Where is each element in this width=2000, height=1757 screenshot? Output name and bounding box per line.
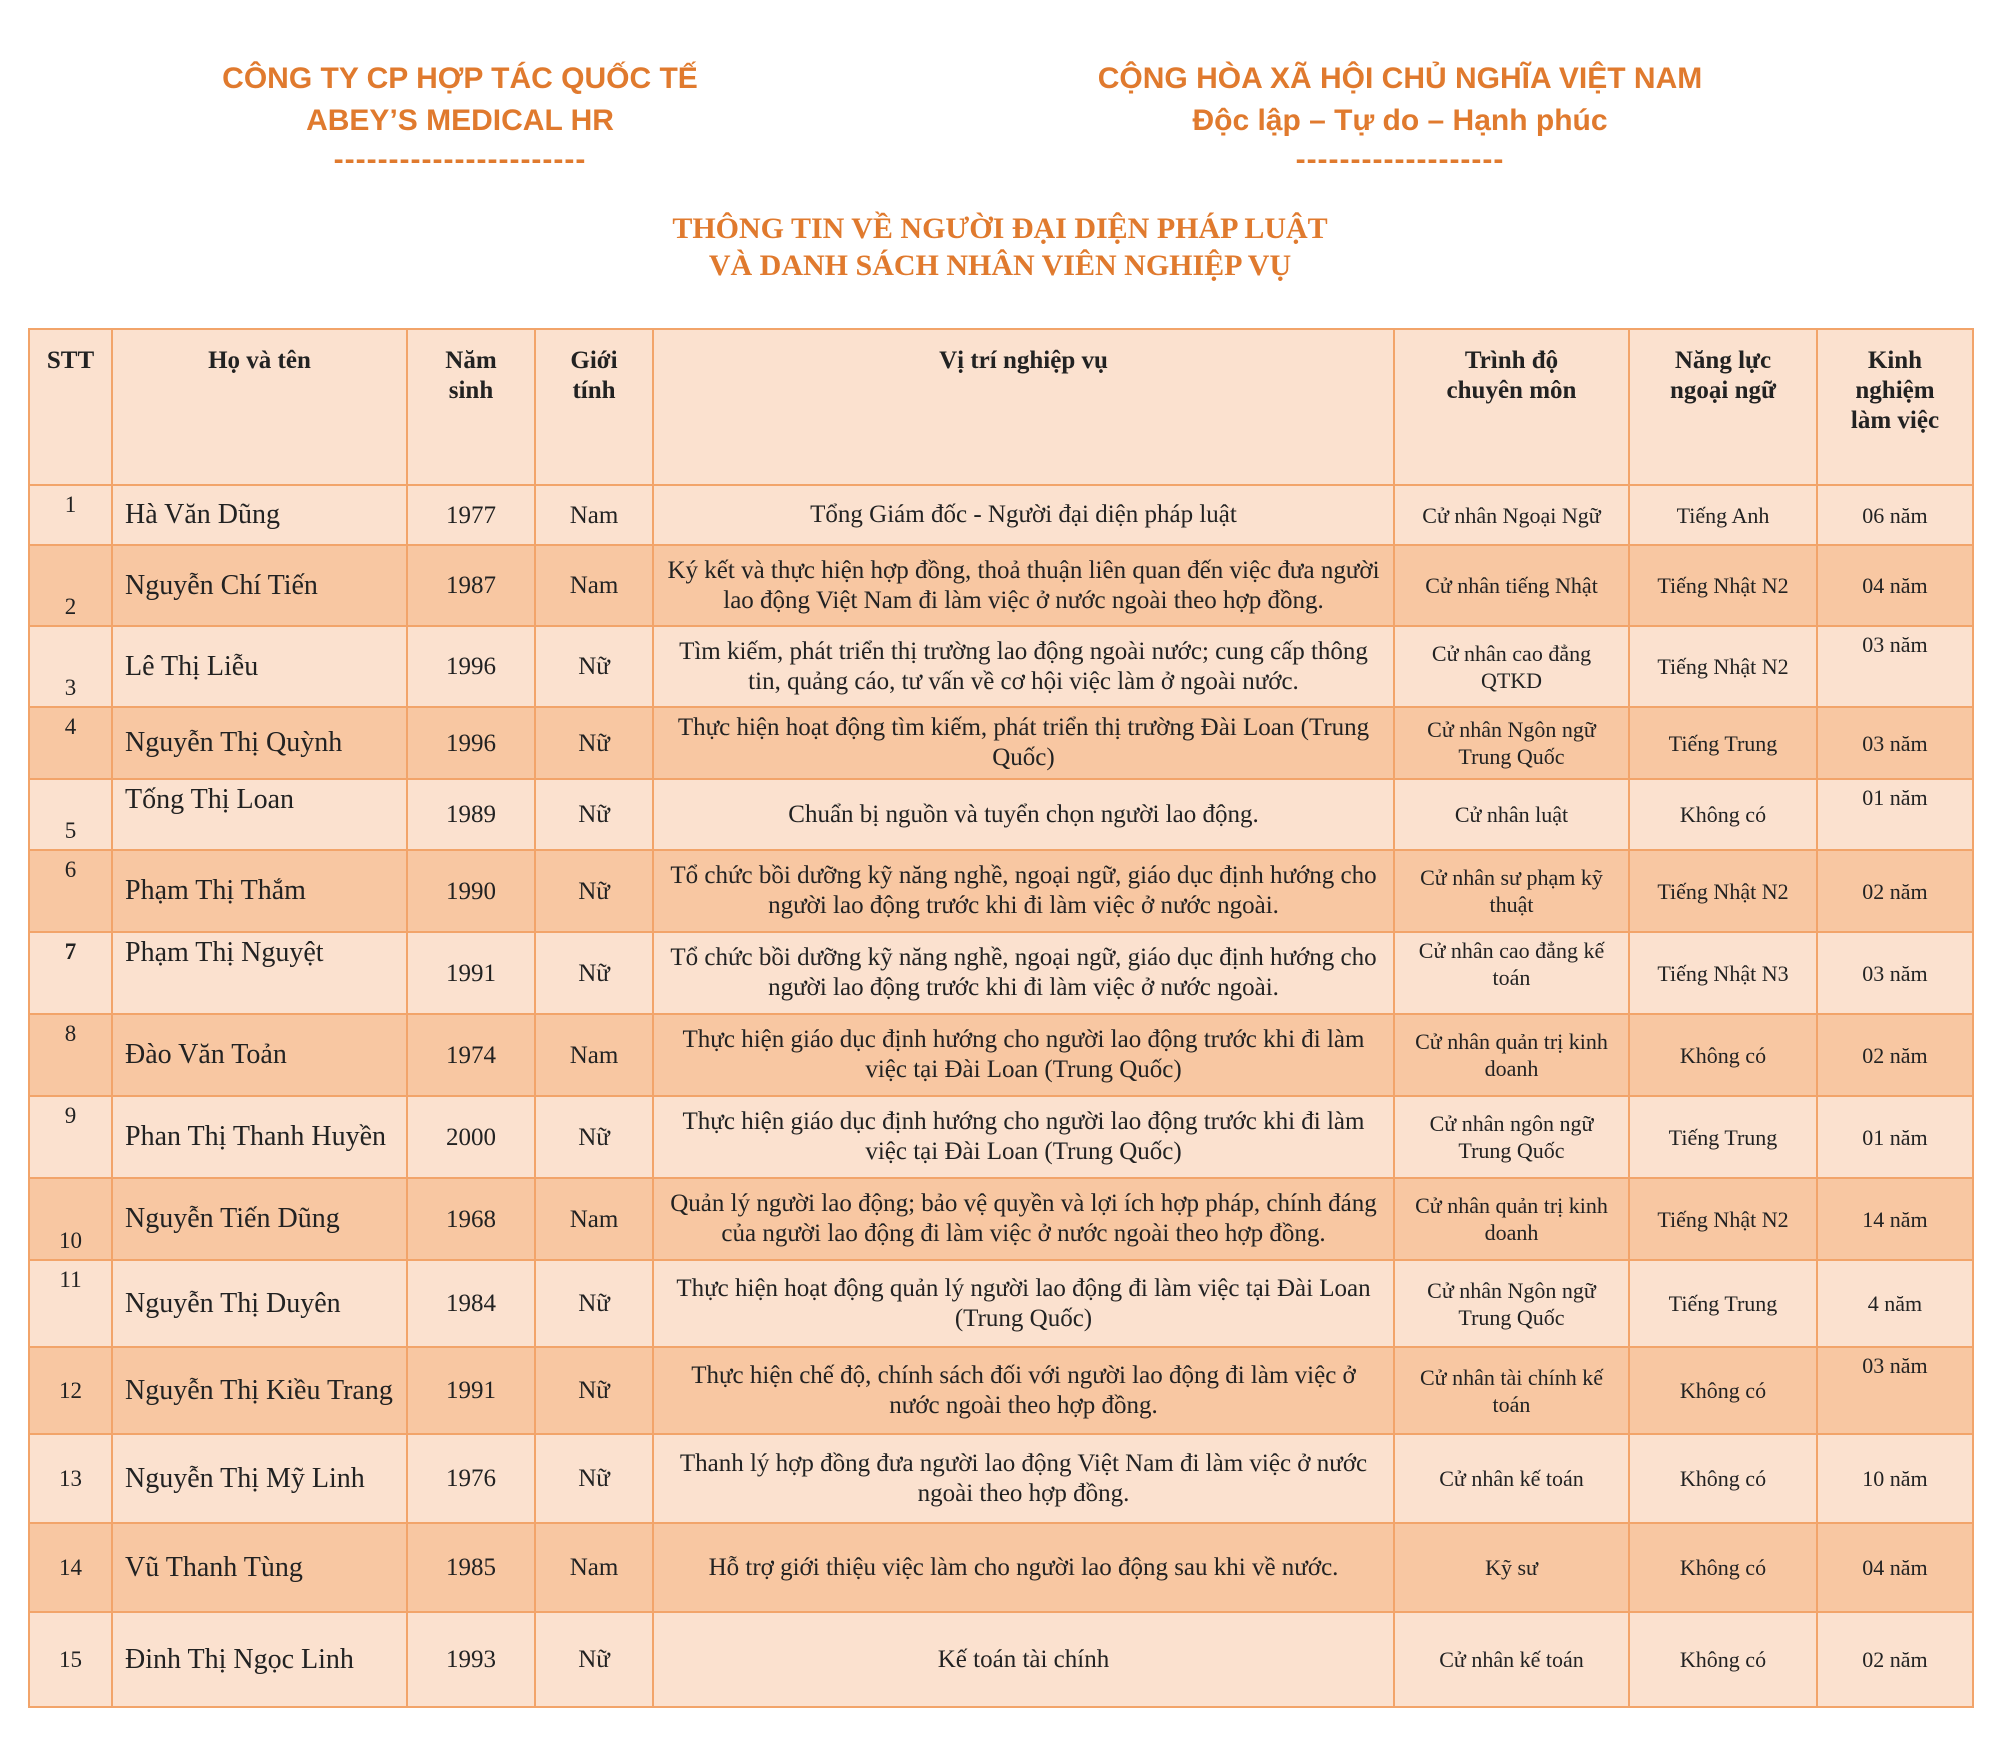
- cell-gender: Nữ: [535, 1096, 653, 1178]
- cell-name: Nguyễn Thị Kiều Trang: [112, 1347, 407, 1434]
- cell-qualification: Cử nhân kế toán: [1394, 1434, 1629, 1523]
- cell-gender: Nữ: [535, 932, 653, 1014]
- cell-name: Tống Thị Loan: [112, 779, 407, 850]
- cell-language: Tiếng Nhật N2: [1629, 850, 1817, 932]
- staff-table: [28, 328, 1974, 1708]
- cell-qualification: Cử nhân kế toán: [1394, 1612, 1629, 1707]
- cell-stt: 7: [29, 932, 112, 1014]
- cell-position: Thực hiện chế độ, chính sách đối với người lao động đi làm việc ở nước ngoài theo hợp đồng.: [653, 1347, 1394, 1434]
- cell-qualification: Cử nhân Ngoại Ngữ: [1394, 485, 1629, 545]
- cell-qualification: Cử nhân Ngôn ngữ Trung Quốc: [1394, 707, 1629, 779]
- nation-header: [1020, 58, 1780, 178]
- table-row: [29, 1434, 1973, 1523]
- cell-language: Không có: [1629, 779, 1817, 850]
- col-header-language: Năng lực ngoại ngữ: [1629, 329, 1817, 485]
- cell-language: Tiếng Trung: [1629, 707, 1817, 779]
- cell-gender: Nữ: [535, 1612, 653, 1707]
- cell-qualification: Cử nhân cao đẳng QTKD: [1394, 626, 1629, 707]
- cell-qualification: Cử nhân ngôn ngữ Trung Quốc: [1394, 1096, 1629, 1178]
- cell-position: Thanh lý hợp đồng đưa người lao động Việt Nam đi làm việc ở nước ngoài theo hợp đồng.: [653, 1434, 1394, 1523]
- cell-name: Nguyễn Thị Quỳnh: [112, 707, 407, 779]
- cell-year: 1974: [407, 1014, 535, 1096]
- cell-position: Tổ chức bồi dưỡng kỹ năng nghề, ngoại ngữ, giáo dục định hướng cho người lao động trước khi đi làm việc ở nước ngoài.: [653, 932, 1394, 1014]
- cell-name: Đào Văn Toản: [112, 1014, 407, 1096]
- cell-year: 1991: [407, 932, 535, 1014]
- cell-position: Tổng Giám đốc - Người đại diện pháp luật: [653, 485, 1394, 545]
- cell-language: Tiếng Nhật N3: [1629, 932, 1817, 1014]
- cell-language: Không có: [1629, 1612, 1817, 1707]
- table-row: [29, 850, 1973, 932]
- cell-stt: 5: [29, 779, 112, 850]
- cell-qualification: Cử nhân quản trị kinh doanh: [1394, 1014, 1629, 1096]
- table-row: [29, 1014, 1973, 1096]
- cell-position: Tìm kiếm, phát triển thị trường lao động ngoài nước; cung cấp thông tin, quảng cáo, tư vấn về cơ hội việc làm ở ngoài nước.: [653, 626, 1394, 707]
- cell-name: Phạm Thị Thắm: [112, 850, 407, 932]
- cell-experience: 03 năm: [1817, 932, 1973, 1014]
- company-name-line2: ABEY’S MEDICAL HR: [306, 104, 614, 137]
- cell-gender: Nam: [535, 1014, 653, 1096]
- cell-stt: 13: [29, 1434, 112, 1523]
- company-divider: -----------------------: [333, 143, 587, 176]
- cell-qualification: Kỹ sư: [1394, 1523, 1629, 1612]
- cell-name: Vũ Thanh Tùng: [112, 1523, 407, 1612]
- cell-gender: Nữ: [535, 850, 653, 932]
- cell-qualification: Cử nhân quản trị kinh doanh: [1394, 1178, 1629, 1260]
- col-header-stt: STT: [29, 329, 112, 485]
- cell-experience: 14 năm: [1817, 1178, 1973, 1260]
- cell-year: 1991: [407, 1347, 535, 1434]
- cell-experience: 02 năm: [1817, 1612, 1973, 1707]
- cell-position: Tổ chức bồi dưỡng kỹ năng nghề, ngoại ngữ, giáo dục định hướng cho người lao động trước khi đi làm việc ở nước ngoài.: [653, 850, 1394, 932]
- cell-position: Thực hiện hoạt động quản lý người lao động đi làm việc tại Đài Loan (Trung Quốc): [653, 1260, 1394, 1347]
- cell-name: Nguyễn Thị Mỹ Linh: [112, 1434, 407, 1523]
- cell-year: 1985: [407, 1523, 535, 1612]
- cell-experience: 03 năm: [1817, 1347, 1973, 1434]
- cell-qualification: Cử nhân cao đẳng kế toán: [1394, 932, 1629, 1014]
- cell-experience: 02 năm: [1817, 850, 1973, 932]
- cell-gender: Nữ: [535, 779, 653, 850]
- cell-gender: Nam: [535, 1178, 653, 1260]
- cell-position: Thực hiện hoạt động tìm kiếm, phát triển thị trường Đài Loan (Trung Quốc): [653, 707, 1394, 779]
- cell-experience: 10 năm: [1817, 1434, 1973, 1523]
- company-header: [110, 58, 810, 178]
- cell-language: Tiếng Nhật N2: [1629, 626, 1817, 707]
- document-title-line1: THÔNG TIN VỀ NGƯỜI ĐẠI DIỆN PHÁP LUẬT: [672, 212, 1328, 245]
- cell-experience: 02 năm: [1817, 1014, 1973, 1096]
- table-row: [29, 1260, 1973, 1347]
- table-row: [29, 545, 1973, 626]
- table-row: [29, 1612, 1973, 1707]
- cell-experience: 01 năm: [1817, 779, 1973, 850]
- cell-position: Hỗ trợ giới thiệu việc làm cho người lao động sau khi về nước.: [653, 1523, 1394, 1612]
- cell-experience: 03 năm: [1817, 707, 1973, 779]
- cell-position: Chuẩn bị nguồn và tuyển chọn người lao động.: [653, 779, 1394, 850]
- col-header-qualification: Trình độ chuyên môn: [1394, 329, 1629, 485]
- cell-qualification: Cử nhân tài chính kế toán: [1394, 1347, 1629, 1434]
- table-row: [29, 932, 1973, 1014]
- cell-stt: 8: [29, 1014, 112, 1096]
- cell-experience: 04 năm: [1817, 545, 1973, 626]
- cell-experience: 03 năm: [1817, 626, 1973, 707]
- cell-year: 1987: [407, 545, 535, 626]
- cell-year: 1996: [407, 707, 535, 779]
- cell-stt: 15: [29, 1612, 112, 1707]
- cell-name: Nguyễn Tiến Dũng: [112, 1178, 407, 1260]
- cell-stt: 3: [29, 626, 112, 707]
- cell-gender: Nữ: [535, 707, 653, 779]
- cell-experience: 4 năm: [1817, 1260, 1973, 1347]
- table-row: [29, 1178, 1973, 1260]
- cell-stt: 1: [29, 485, 112, 545]
- cell-year: 1990: [407, 850, 535, 932]
- cell-position: Thực hiện giáo dục định hướng cho người lao động trước khi đi làm việc tại Đài Loan (Trung Quốc): [653, 1014, 1394, 1096]
- cell-stt: 14: [29, 1523, 112, 1612]
- cell-name: Nguyễn Chí Tiến: [112, 545, 407, 626]
- nation-motto: Độc lập – Tự do – Hạnh phúc: [1192, 104, 1608, 137]
- cell-language: Không có: [1629, 1014, 1817, 1096]
- cell-stt: 4: [29, 707, 112, 779]
- cell-position: Ký kết và thực hiện hợp đồng, thoả thuận liên quan đến việc đưa người lao động Việt Nam đi làm việc ở nước ngoài theo hợp đồng.: [653, 545, 1394, 626]
- cell-gender: Nữ: [535, 626, 653, 707]
- cell-qualification: Cử nhân Ngôn ngữ Trung Quốc: [1394, 1260, 1629, 1347]
- nation-divider: -------------------: [1295, 143, 1505, 176]
- col-header-experience: Kinh nghiệm làm việc: [1817, 329, 1973, 485]
- table-row: [29, 707, 1973, 779]
- table-row: [29, 779, 1973, 850]
- cell-stt: 6: [29, 850, 112, 932]
- cell-language: Không có: [1629, 1347, 1817, 1434]
- cell-qualification: Cử nhân tiếng Nhật: [1394, 545, 1629, 626]
- cell-year: 1968: [407, 1178, 535, 1260]
- cell-name: Nguyễn Thị Duyên: [112, 1260, 407, 1347]
- table-row: [29, 485, 1973, 545]
- cell-position: Quản lý người lao động; bảo vệ quyền và lợi ích hợp pháp, chính đáng của người lao động đi làm việc ở nước ngoài theo hợp đồng.: [653, 1178, 1394, 1260]
- cell-language: Tiếng Trung: [1629, 1096, 1817, 1178]
- cell-language: Tiếng Anh: [1629, 485, 1817, 545]
- table-row: [29, 1347, 1973, 1434]
- cell-year: 1977: [407, 485, 535, 545]
- table-header-row: [29, 329, 1973, 485]
- col-header-position: Vị trí nghiệp vụ: [653, 329, 1394, 485]
- cell-year: 2000: [407, 1096, 535, 1178]
- company-name-line1: CÔNG TY CP HỢP TÁC QUỐC TẾ: [222, 62, 698, 95]
- cell-language: Tiếng Trung: [1629, 1260, 1817, 1347]
- cell-qualification: Cử nhân luật: [1394, 779, 1629, 850]
- cell-stt: 12: [29, 1347, 112, 1434]
- cell-year: 1976: [407, 1434, 535, 1523]
- table-row: [29, 1096, 1973, 1178]
- cell-language: Tiếng Nhật N2: [1629, 545, 1817, 626]
- cell-stt: 10: [29, 1178, 112, 1260]
- cell-gender: Nữ: [535, 1434, 653, 1523]
- cell-language: Không có: [1629, 1434, 1817, 1523]
- cell-experience: 01 năm: [1817, 1096, 1973, 1178]
- cell-stt: 2: [29, 545, 112, 626]
- cell-year: 1989: [407, 779, 535, 850]
- cell-stt: 11: [29, 1260, 112, 1347]
- cell-gender: Nữ: [535, 1347, 653, 1434]
- table-row: [29, 1523, 1973, 1612]
- cell-language: Tiếng Nhật N2: [1629, 1178, 1817, 1260]
- cell-gender: Nam: [535, 485, 653, 545]
- cell-name: Phan Thị Thanh Huyền: [112, 1096, 407, 1178]
- col-header-name: Họ và tên: [112, 329, 407, 485]
- cell-year: 1984: [407, 1260, 535, 1347]
- cell-name: Phạm Thị Nguyệt: [112, 932, 407, 1014]
- cell-experience: 06 năm: [1817, 485, 1973, 545]
- table-row: [29, 626, 1973, 707]
- cell-gender: Nam: [535, 545, 653, 626]
- cell-language: Không có: [1629, 1523, 1817, 1612]
- cell-name: Hà Văn Dũng: [112, 485, 407, 545]
- cell-gender: Nam: [535, 1523, 653, 1612]
- cell-name: Đinh Thị Ngọc Linh: [112, 1612, 407, 1707]
- cell-stt: 9: [29, 1096, 112, 1178]
- document-title: [0, 210, 2000, 284]
- cell-name: Lê Thị Liễu: [112, 626, 407, 707]
- cell-position: Thực hiện giáo dục định hướng cho người lao động trước khi đi làm việc tại Đài Loan (Trung Quốc): [653, 1096, 1394, 1178]
- col-header-year: Năm sinh: [407, 329, 535, 485]
- document-title-line2: VÀ DANH SÁCH NHÂN VIÊN NGHIỆP VỤ: [708, 249, 1292, 282]
- nation-name: CỘNG HÒA XÃ HỘI CHỦ NGHĨA VIỆT NAM: [1097, 62, 1703, 95]
- cell-year: 1996: [407, 626, 535, 707]
- cell-position: Kế toán tài chính: [653, 1612, 1394, 1707]
- col-header-gender: Giới tính: [535, 329, 653, 485]
- cell-year: 1993: [407, 1612, 535, 1707]
- cell-gender: Nữ: [535, 1260, 653, 1347]
- cell-qualification: Cử nhân sư phạm kỹ thuật: [1394, 850, 1629, 932]
- cell-experience: 04 năm: [1817, 1523, 1973, 1612]
